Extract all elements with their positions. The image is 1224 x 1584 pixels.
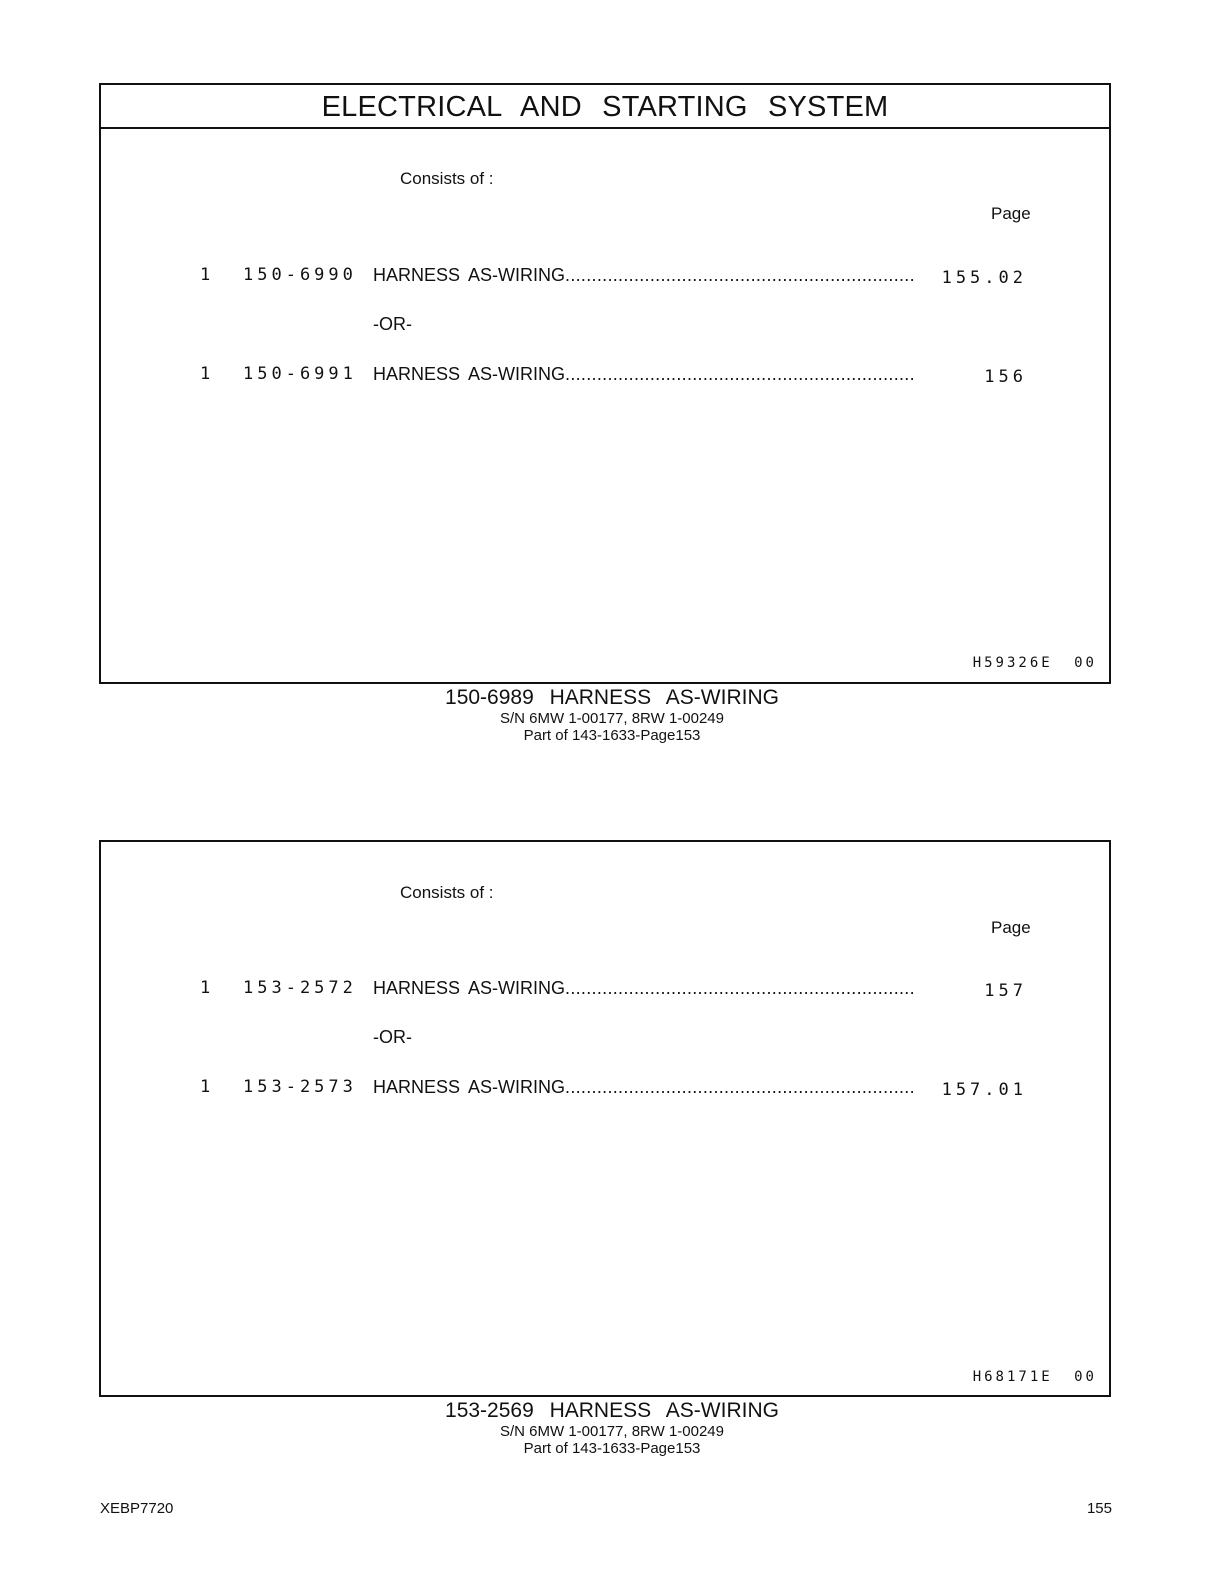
caption-part-of: Part of 143-1633-Page153 xyxy=(523,727,701,744)
item-part-number: 150-6990 xyxy=(243,265,357,285)
parts-group-1 xyxy=(99,83,1111,684)
section-title: ELECTRICAL AND STARTING SYSTEM xyxy=(101,85,1109,129)
item-part-number: 153-2573 xyxy=(243,1077,357,1097)
item-qty: 1 xyxy=(200,364,215,384)
caption-serial: S/N 6MW 1-00177, 8RW 1-00249 xyxy=(500,1423,724,1440)
item-description: HARNESS AS-WIRING ..... xyxy=(373,978,913,1000)
group-2-caption xyxy=(0,1399,1224,1457)
consists-of-label: Consists of : xyxy=(400,883,494,902)
caption-serial: S/N 6MW 1-00177, 8RW 1-00249 xyxy=(500,710,724,727)
caption-part-of: Part of 143-1633-Page153 xyxy=(523,1440,701,1457)
page-column-header: Page xyxy=(991,918,1031,937)
figure-code: H59326E 00 xyxy=(972,655,1097,671)
caption-title: 150-6989 HARNESS AS-WIRING xyxy=(445,686,779,709)
item-qty: 1 xyxy=(200,265,215,285)
or-separator: -OR- xyxy=(373,314,412,334)
figure-code: H68171E 00 xyxy=(972,1369,1097,1385)
item-qty: 1 xyxy=(200,978,215,998)
item-page: 156 xyxy=(984,367,1027,387)
page-number: 155 xyxy=(1086,1500,1112,1517)
item-part-number: 153-2572 xyxy=(243,978,357,998)
caption-title: 153-2569 HARNESS AS-WIRING xyxy=(445,1399,779,1422)
parts-group-2 xyxy=(99,840,1111,1397)
consists-of-label: Consists of : xyxy=(400,169,494,188)
document-id: XEBP7720 xyxy=(100,1500,174,1517)
item-description: HARNESS AS-WIRING ..... xyxy=(373,1077,913,1099)
group-1-caption xyxy=(0,686,1224,744)
item-part-number: 150-6991 xyxy=(243,364,357,384)
item-page: 157 xyxy=(984,981,1027,1001)
item-qty: 1 xyxy=(200,1077,215,1097)
item-description: HARNESS AS-WIRING ..... xyxy=(373,265,913,287)
page-column-header: Page xyxy=(991,204,1031,223)
item-page: 155.02 xyxy=(941,268,1027,288)
item-page: 157.01 xyxy=(941,1080,1027,1100)
item-description: HARNESS AS-WIRING ..... xyxy=(373,364,913,386)
or-separator: -OR- xyxy=(373,1027,412,1047)
